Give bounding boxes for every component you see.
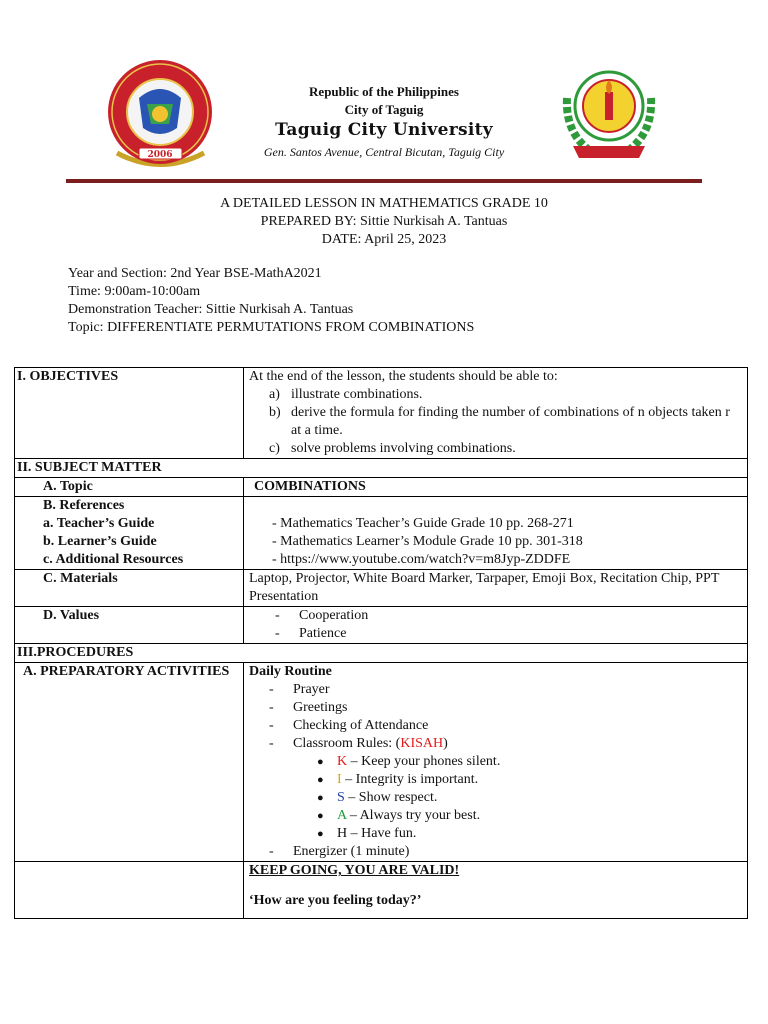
republic-line: Republic of the Philippines — [309, 84, 459, 99]
feeling-question: ‘How are you feeling today?’ — [249, 893, 422, 908]
topic-value: COMBINATIONS — [244, 478, 748, 497]
materials-label: C. Materials — [15, 570, 244, 607]
rule-item: ● H – Have fun. — [317, 826, 417, 841]
objective-item: c) solve problems involving combinations. — [269, 441, 516, 456]
year-section: Year and Section: 2nd Year BSE-MathA2021 — [68, 266, 322, 281]
procedures-heading: III.PROCEDURES — [15, 644, 748, 663]
values-label: D. Values — [15, 607, 244, 644]
rule-item: ● K – Keep your phones silent. — [317, 754, 501, 769]
kisah-acronym: KISAH — [400, 736, 444, 751]
lesson-date: DATE: April 25, 2023 — [321, 232, 447, 247]
value-item: - Patience — [275, 626, 347, 641]
energizer-list — [249, 843, 742, 861]
value-item: - Cooperation — [275, 608, 369, 623]
demo-teacher: Demonstration Teacher: Sittie Nurkisah A. Tantuas — [68, 302, 354, 317]
ref-a-label: a. Teacher’s Guide — [43, 516, 155, 531]
procedures-row — [15, 644, 748, 663]
rule-item: ● I – Integrity is important. — [317, 772, 479, 787]
lesson-title: A DETAILED LESSON IN MATHEMATICS GRADE 10 — [220, 196, 548, 211]
references-row — [15, 497, 748, 570]
topic-label: A. Topic — [15, 478, 244, 497]
preparatory-label: A. PREPARATORY ACTIVITIES — [15, 663, 244, 862]
lesson-topic: Topic: DIFFERENTIATE PERMUTATIONS FROM COMBINATIONS — [68, 320, 475, 335]
references-label: B. References — [43, 498, 125, 513]
university-name: Taguig City University — [275, 120, 493, 140]
energizer-item: - Energizer (1 minute) — [269, 844, 410, 859]
routine-item: - Checking of Attendance — [269, 718, 429, 733]
objectives-content — [244, 368, 748, 459]
ref-c-value[interactable]: - https://www.youtube.com/watch?v=m8Jyp-ZDDFE — [272, 552, 571, 567]
svg-text:2006: 2006 — [147, 150, 173, 160]
subject-matter-heading: II. SUBJECT MATTER — [15, 459, 748, 478]
objective-item: b) derive the formula for finding the number of combinations of n objects taken r at a time. — [269, 405, 730, 438]
keep-going-text: KEEP GOING, YOU ARE VALID! — [249, 863, 460, 878]
objectives-row — [15, 368, 748, 459]
keep-going-row — [15, 862, 748, 919]
ref-c-label: c. Additional Resources — [43, 552, 184, 567]
daily-routine-heading: Daily Routine — [249, 664, 332, 679]
classroom-rules-item: - Classroom Rules: (KISAH) — [269, 736, 448, 751]
rules-list — [249, 753, 742, 843]
ref-b-value: - Mathematics Learner’s Module Grade 10 pp. 301-318 — [272, 534, 583, 549]
objective-item: a) illustrate combinations. — [269, 387, 423, 402]
materials-row — [15, 570, 748, 607]
rule-item: ● S – Show respect. — [317, 790, 438, 805]
university-address: Gen. Santos Avenue, Central Bicutan, Taguig City — [263, 145, 505, 159]
objectives-heading: I. OBJECTIVES — [15, 368, 244, 459]
preparatory-row — [15, 663, 748, 862]
values-list — [249, 607, 742, 643]
routine-item: - Prayer — [269, 682, 330, 697]
objectives-list — [249, 386, 742, 458]
values-row — [15, 607, 748, 644]
subject-matter-row — [15, 459, 748, 478]
city-line: City of Taguig — [344, 102, 424, 117]
objectives-intro: At the end of the lesson, the students should be able to: — [249, 369, 558, 384]
rule-item: ● A – Always try your best. — [317, 808, 481, 823]
lesson-time: Time: 9:00am-10:00am — [68, 284, 201, 299]
routine-list — [249, 681, 742, 753]
ref-b-label: b. Learner’s Guide — [43, 534, 157, 549]
topic-row — [15, 478, 748, 497]
prepared-by: PREPARED BY: Sittie Nurkisah A. Tantuas — [260, 214, 508, 229]
header-divider — [66, 179, 702, 183]
ref-a-value: - Mathematics Teacher’s Guide Grade 10 pp. 268-271 — [272, 516, 574, 531]
routine-item: - Greetings — [269, 700, 348, 715]
lesson-plan-table — [14, 367, 748, 919]
materials-value: Laptop, Projector, White Board Marker, Tarpaper, Emoji Box, Recitation Chip, PPT Presentation — [244, 570, 748, 607]
